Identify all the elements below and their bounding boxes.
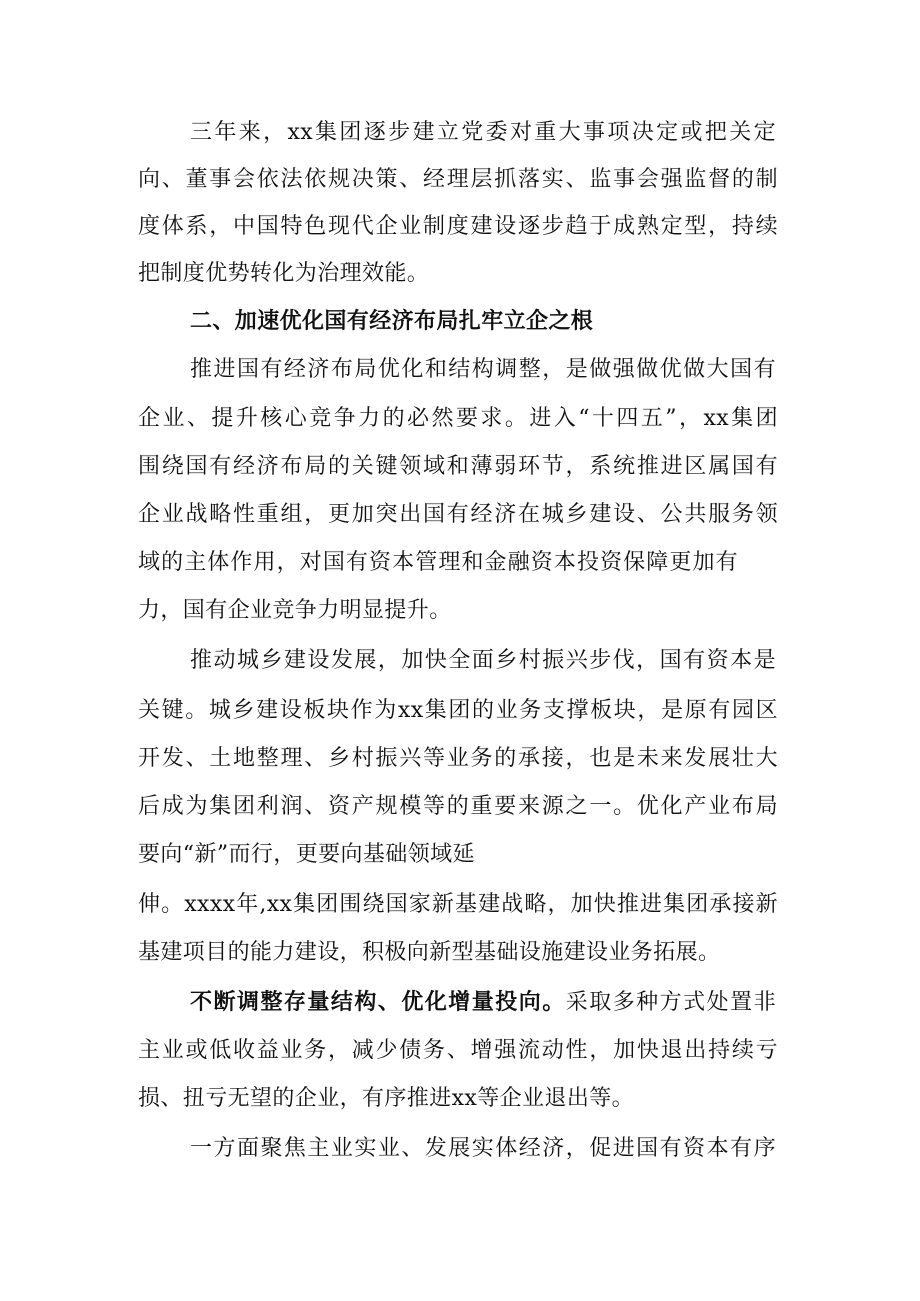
paragraph-3-line-5: 要向“新”而行，更要向基础领域延 — [138, 842, 475, 867]
paragraph-3-line-4: 后成为集团利润、资产规模等的重要来源之一。优化产业布局 — [138, 794, 778, 819]
paragraph-2-line-3: 围绕国有经济布局的关键领域和薄弱环节，系统推进区属国有 — [138, 454, 778, 479]
paragraph-3-line-1: 推动城乡建设发展，加快全面乡村振兴步伐，国有资本是 — [190, 648, 776, 673]
paragraph-4-bold-lead: 不断调整存量结构、优化增量投向。 — [190, 990, 566, 1015]
paragraph-4-line-1 — [190, 988, 776, 1018]
paragraph-3-line-2: 关键。城乡建设板块作为xx集团的业务支撑板块，是原有园区 — [138, 698, 778, 723]
paragraph-5-line-1: 一方面聚焦主业实业、发展实体经济，促进国有资本有序 — [190, 1136, 776, 1161]
paragraph-1-line-2: 向、董事会依法依规决策、经理层抓落实、监事会强监督的制 — [138, 167, 778, 192]
paragraph-2-line-1: 推进国有经济布局优化和结构调整，是做强做优做大国有 — [190, 357, 776, 382]
paragraph-2-line-4: 企业战略性重组，更加突出国有经济在城乡建设、公共服务领 — [138, 502, 778, 527]
paragraph-2-line-2: 企业、提升核心竞争力的必然要求。进入“十四五”，xx集团 — [138, 406, 778, 431]
paragraph-3-line-3: 开发、土地整理、乡村振兴等业务的承接，也是未来发展壮大 — [138, 746, 778, 771]
paragraph-4-line-2: 主业或低收益业务，减少债务、增强流动性，加快退出持续亏 — [138, 1038, 778, 1063]
paragraph-4-line-1-rest: 采取多种方式处置非 — [565, 990, 776, 1015]
paragraph-1-line-1: 三年来，xx集团逐步建立党委对重大事项决定或把关定 — [190, 120, 776, 145]
paragraph-3-line-6: 伸。xxxx年,xx集团围绕国家新基建战略，加快推进集团承接新 — [138, 892, 778, 917]
paragraph-4-line-3: 损、扭亏无望的企业，有序推进xx等企业退出等。 — [138, 1086, 635, 1111]
paragraph-2-line-6: 力，国有企业竞争力明显提升。 — [138, 598, 452, 623]
paragraph-2-line-5: 域的主体作用，对国有资本管理和金融资本投资保障更加有 — [138, 550, 738, 575]
paragraph-1-line-3: 度体系，中国特色现代企业制度建设逐步趋于成熟定型，持续 — [138, 214, 778, 239]
section-heading-2: 二、加速优化国有经济布局扎牢立企之根 — [190, 309, 594, 334]
paragraph-3-line-7: 基建项目的能力建设，积极向新型基础设施建设业务拓展。 — [138, 940, 721, 965]
paragraph-1-line-4: 把制度优势转化为治理效能。 — [138, 261, 430, 286]
